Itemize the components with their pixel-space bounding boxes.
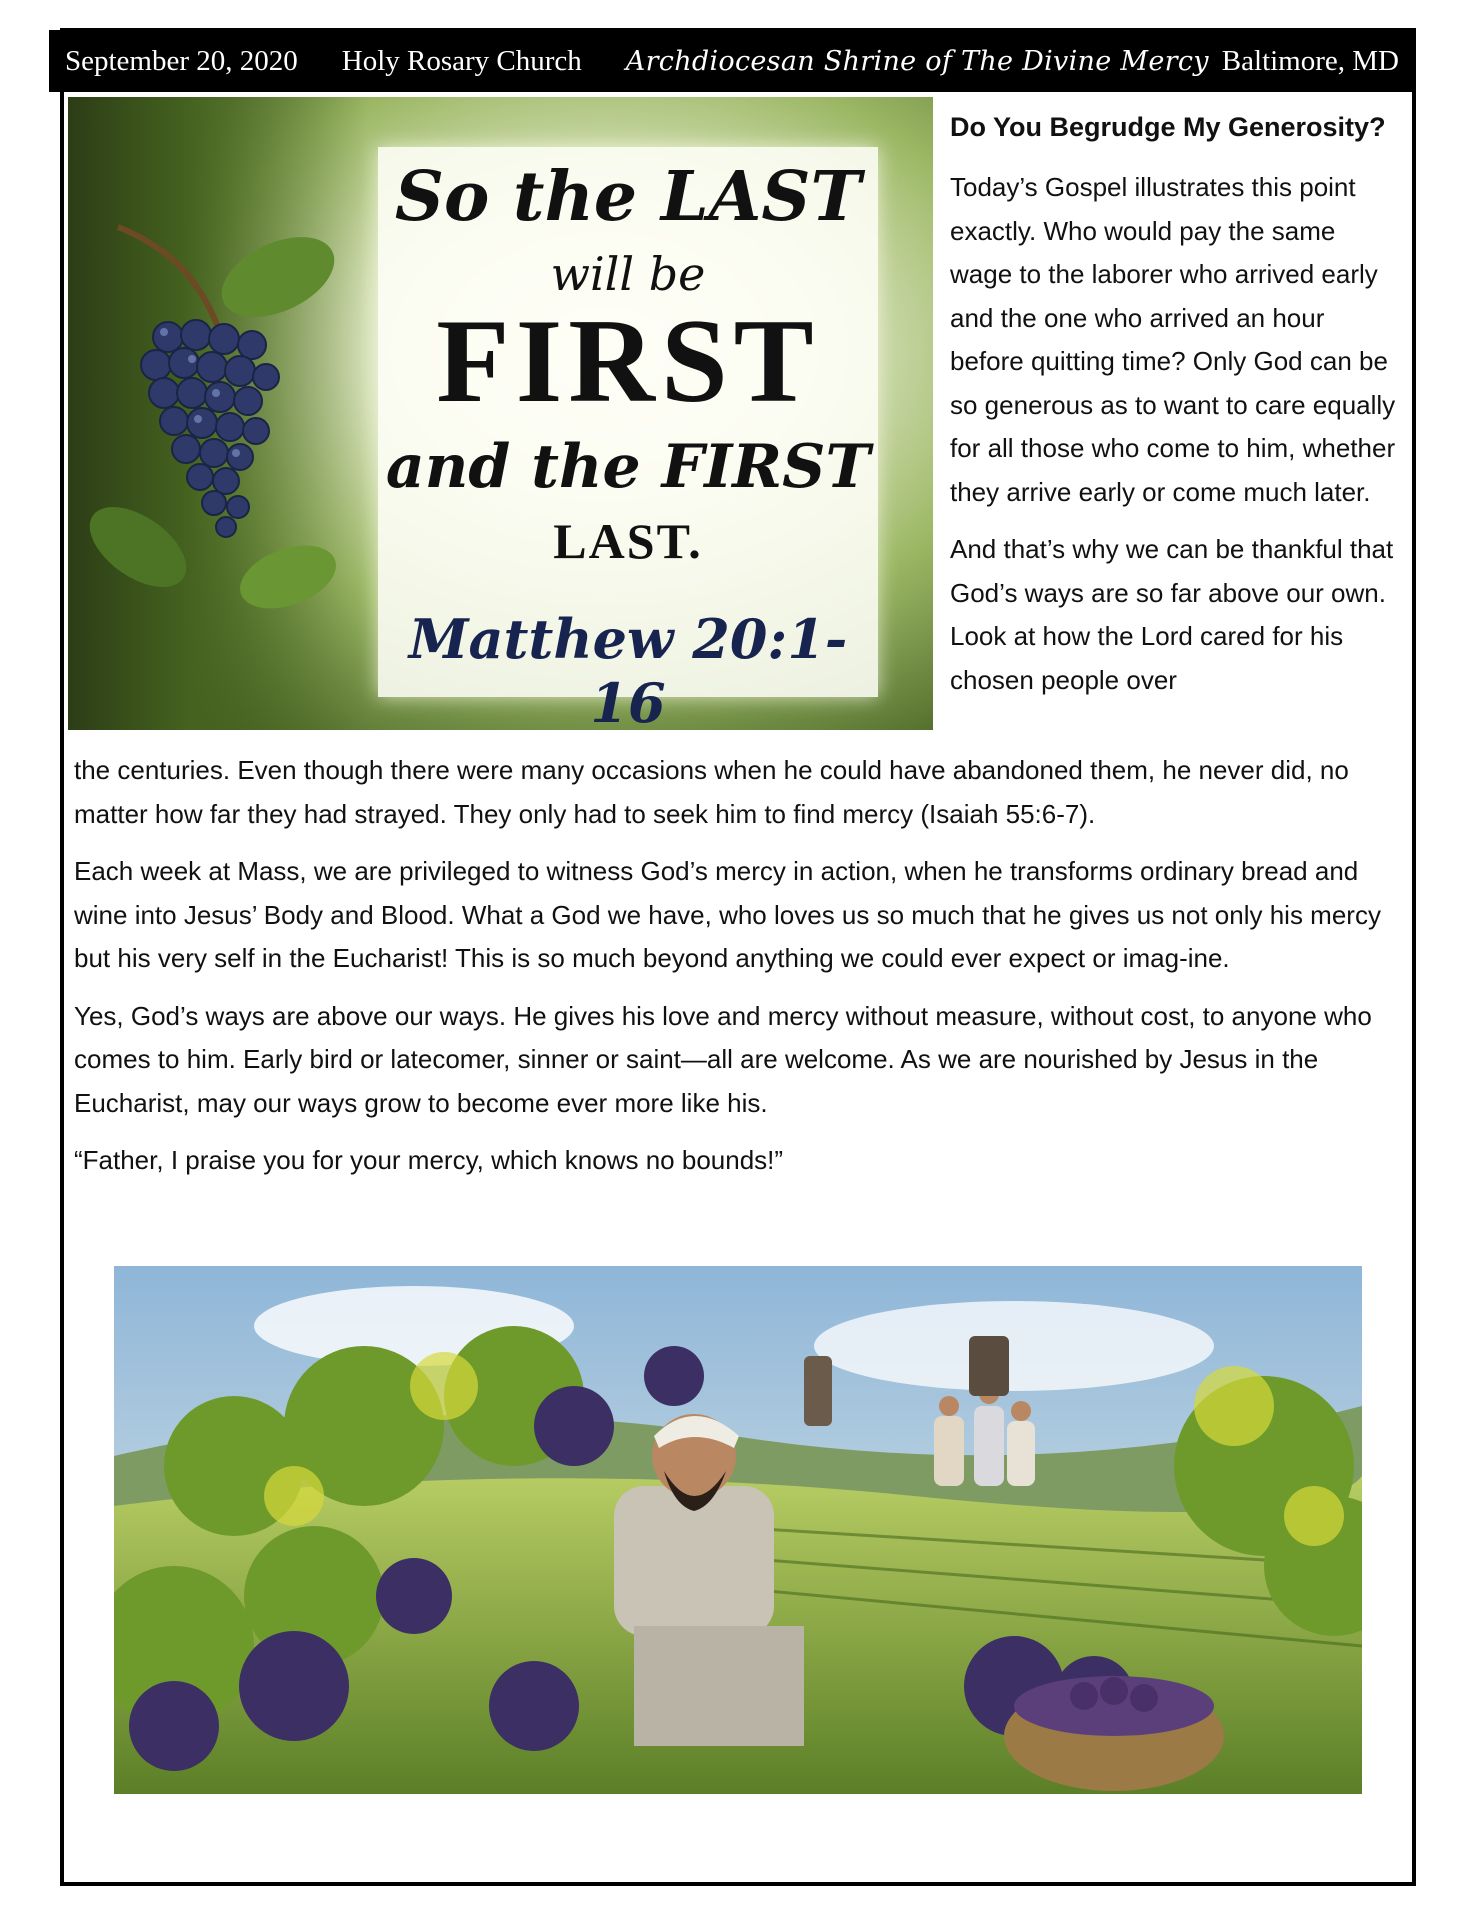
body-paragraph: the centuries. Even though there were many occasions when he could have abandoned them, he never did, no matter how far they had strayed. They only had to seek him to find mercy (Isaiah 55:6-7). bbox=[74, 755, 1349, 829]
scripture-graphic bbox=[68, 97, 933, 730]
header-date: September 20, 2020 bbox=[65, 44, 298, 77]
bulletin-header bbox=[49, 30, 1415, 92]
quote-line-5: LAST. bbox=[553, 513, 703, 569]
closing-prayer: “Father, I praise you for your mercy, which knows no bounds!” bbox=[74, 1145, 784, 1175]
vineyard-scene-image bbox=[114, 1266, 1362, 1794]
body-paragraph: Each week at Mass, we are privileged to witness God’s mercy in action, when he transforms ordinary bread and wine into Jesus’ Body and Blood. What a God we have, who loves us so much that he gives us not only his mercy but his very self in the Eucharist! This is so much beyond anything we could ever expect or imag-ine. bbox=[74, 856, 1381, 973]
article-side-column bbox=[950, 166, 1400, 716]
side-paragraph: And that’s why we can be thankful that God’s ways are so far above our own. Look at how the Lord cared for his chosen people over bbox=[950, 534, 1394, 695]
header-church: Holy Rosary Church bbox=[341, 44, 582, 77]
article-title: Do You Begrudge My Generosity? bbox=[950, 112, 1386, 142]
scripture-reference: Matthew 20:1-16 bbox=[408, 607, 848, 730]
article-body bbox=[74, 749, 1404, 1197]
quote-line-2: will be bbox=[550, 247, 706, 301]
grape-cluster-image bbox=[78, 217, 378, 637]
side-paragraph: Today’s Gospel illustrates this point exactly. Who would pay the same wage to the laborer who arrived early and the one who arrived an hour before quitting time? Only God can be so generous as to want to care equally for all those who come to him, whether they arrive early or come much later. bbox=[950, 172, 1396, 507]
vineyard-illustration bbox=[114, 1266, 1362, 1794]
body-paragraph: Yes, God’s ways are above our ways. He gives his love and mercy without measure, without cost, to anyone who comes to him. Early bird or latecomer, sinner or saint—all are welcome. As we are nourished by Jesus in the Eucharist, may our ways grow to become ever more like his. bbox=[74, 1000, 1372, 1118]
quote-line-4: and the FIRST bbox=[385, 432, 871, 502]
header-city: Baltimore, MD bbox=[1221, 44, 1399, 77]
header-shrine: Archdiocesan Shrine of The Divine Mercy bbox=[625, 45, 1209, 77]
quote-panel bbox=[378, 147, 878, 730]
quote-line-1: So the LAST bbox=[394, 157, 862, 237]
quote-line-3: FIRST bbox=[436, 294, 820, 427]
